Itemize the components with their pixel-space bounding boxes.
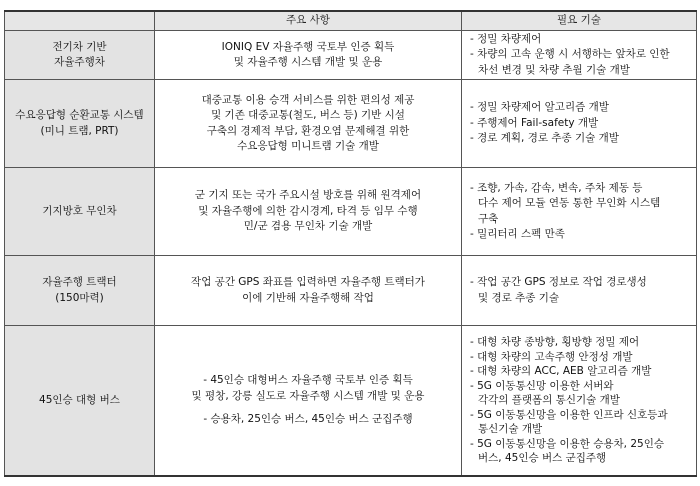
category-line: (150마력): [55, 291, 104, 304]
tech-line: 다수 제어 모듈 연동 통한 무인화 시스템: [478, 197, 661, 209]
row-required-tech: [462, 256, 697, 326]
category-line: 45인승 대형 버스: [39, 393, 120, 406]
category-line: 자율주행차: [54, 56, 105, 68]
main-line: 및 자율주행 시스템 개발 및 운용: [233, 56, 383, 68]
tech-line: 차선 변경 및 차량 추월 기술 개발: [478, 63, 630, 76]
tech-line: - 정밀 차량제어 알고리즘 개발: [470, 101, 609, 114]
main-line: 작업 공간 GPS 좌표를 입력하면 자율주행 트랙터가: [191, 276, 425, 288]
tech-line: 구축: [478, 212, 499, 225]
tech-line: - 대형 차량의 고속주행 안정성 개발: [470, 350, 633, 363]
row-category: [5, 168, 155, 256]
row-category: [5, 256, 155, 326]
tech-line: - 5G 이동통신망을 이용한 인프라 신호등과: [470, 408, 668, 421]
vehicle-tech-table: [4, 10, 697, 477]
main-line: 및 기존 대중교통(철도, 버스 등) 기반 시설: [211, 109, 405, 121]
row-required-tech: [462, 168, 697, 256]
main-line: 구축의 경제적 부담, 환경오염 문제해결 위한: [206, 124, 410, 137]
table-row: [5, 80, 697, 168]
row-category: [5, 326, 155, 476]
tech-line: - 밀리터리 스펙 만족: [470, 228, 565, 240]
tech-line: - 조향, 가속, 감속, 변속, 주차 제동 등: [470, 181, 643, 194]
row-main-points: [155, 168, 462, 256]
tech-line: - 차량의 고속 운행 시 서행하는 앞차로 인한: [470, 48, 670, 61]
tech-line: - 대형 차량의 ACC, AEB 알고리즘 개발: [470, 365, 652, 377]
main-line: 이에 기반해 자율주행해 작업: [242, 291, 374, 304]
main-line: 및 평창, 강릉 실도로 자율주행 시스템 개발 및 운용: [191, 389, 425, 402]
row-main-points: [155, 256, 462, 326]
row-main-points: [155, 326, 462, 476]
category-line: 기지방호 무인차: [42, 204, 117, 217]
row-required-tech: [462, 80, 697, 168]
main-line: - 승용차, 25인승 버스, 45인승 버스 군집주행: [203, 413, 413, 425]
table-row: [5, 256, 697, 326]
row-required-tech: [462, 31, 697, 80]
row-required-tech: [462, 326, 697, 476]
category-line: 자율주행 트랙터: [42, 276, 117, 288]
tech-line: - 주행제어 Fail-safety 개발: [470, 116, 599, 129]
tech-line: - 경로 계획, 경로 추종 기술 개발: [470, 132, 619, 145]
header-category: [5, 11, 155, 31]
tech-line: - 5G 이동통신망을 이용한 승용차, 25인승: [470, 437, 664, 450]
row-main-points: [155, 80, 462, 168]
tech-line: - 대형 차량 종방향, 횡방향 정밀 제어: [470, 336, 640, 348]
tech-line: 및 경로 추종 기술: [478, 291, 560, 304]
main-line: 군 기지 또는 국가 주요시설 방호를 위해 원격제어: [194, 189, 422, 202]
tech-line: 통신기술 개발: [478, 423, 543, 435]
category-line: 수요응답형 순환교통 시스템: [15, 109, 144, 121]
main-line: IONIQ EV 자율주행 국토부 인증 획득: [221, 40, 395, 53]
main-line: - 45인승 대형버스 자율주행 국토부 인증 획득: [203, 374, 413, 386]
main-line: 수요응답형 미니트램 기술 개발: [237, 140, 379, 152]
tech-line: 각각의 플랫폼의 통신기술 개발: [478, 394, 620, 406]
category-line: (미니 트램, PRT): [40, 124, 119, 137]
header-required-tech: 필요 기술: [462, 11, 697, 31]
main-line: 및 자율주행에 의한 감시경계, 타격 등 임무 수행: [198, 204, 418, 217]
tech-line: - 정밀 차량제어: [470, 32, 542, 45]
table-row: [5, 326, 697, 476]
main-line: 민/군 겸용 무인차 기술 개발: [243, 220, 373, 233]
tech-line: - 5G 이동통신망 이용한 서버와: [470, 379, 614, 392]
table-row: [5, 31, 697, 80]
category-line: 전기차 기반: [52, 40, 107, 53]
row-main-points: [155, 31, 462, 80]
tech-line: 버스, 45인승 버스 군집주행: [478, 452, 607, 464]
table-row: [5, 168, 697, 256]
header-main-points: 주요 사항: [155, 11, 462, 31]
main-line: 대중교통 이용 승객 서비스를 위한 편의성 제공: [201, 93, 415, 106]
row-category: [5, 31, 155, 80]
tech-line: - 작업 공간 GPS 정보로 작업 경로생성: [470, 276, 647, 288]
main-spacer: [163, 404, 453, 412]
table-header-row: [5, 11, 697, 31]
row-category: [5, 80, 155, 168]
